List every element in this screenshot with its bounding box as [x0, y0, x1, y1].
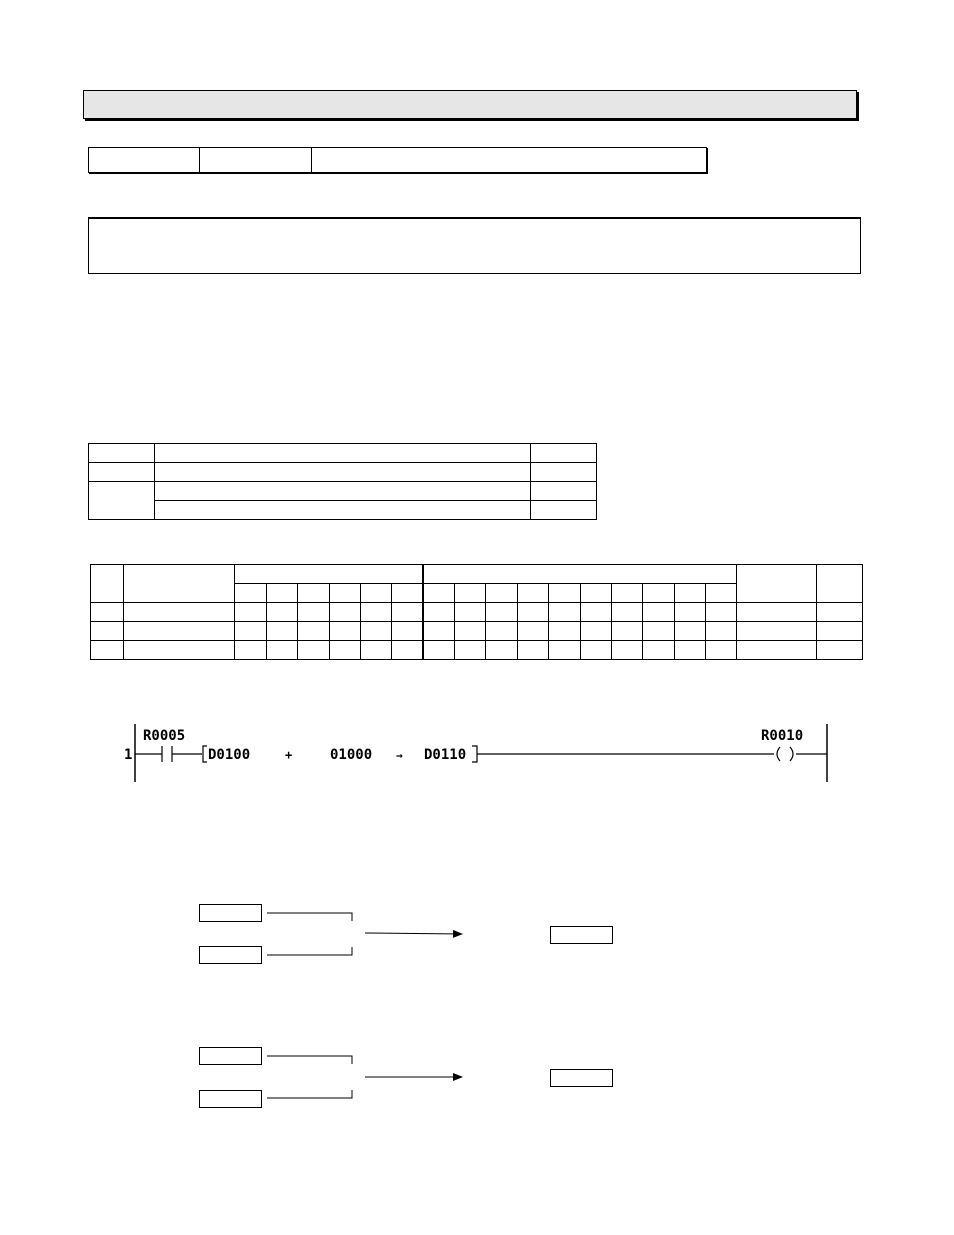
transfer-arrow: → [396, 749, 403, 762]
table-row [89, 482, 597, 501]
table-row [91, 603, 863, 622]
operand-table [88, 443, 597, 520]
result-box [551, 1070, 613, 1087]
instruction-title-bar [83, 90, 857, 119]
operand-box-2 [200, 947, 262, 964]
result-arrow [365, 933, 462, 934]
rung-number: 1 [124, 747, 133, 763]
instruction-bracket-close [472, 746, 477, 762]
destination-operand: D0110 [424, 747, 467, 763]
contact-label: R0005 [143, 728, 186, 744]
instruction-bracket-open [203, 746, 207, 762]
operand-box-1 [200, 905, 262, 922]
operand-box-1 [200, 1048, 262, 1065]
table-row [89, 501, 597, 520]
header-cell-3 [312, 148, 706, 172]
table-row [89, 444, 597, 463]
description-box [88, 217, 861, 274]
table-row [91, 565, 863, 584]
header-cell-1 [89, 148, 200, 172]
device-flag-table [90, 564, 863, 660]
instruction-header-row [88, 147, 707, 173]
ladder-diagram [110, 718, 840, 788]
table-row [91, 641, 863, 660]
operand-box-2 [200, 1091, 262, 1108]
source-operand-2: 01000 [330, 747, 373, 763]
example-2 [200, 1048, 613, 1108]
example-1 [200, 905, 613, 964]
source-operand-1: D0100 [208, 747, 251, 763]
result-box [551, 927, 613, 944]
table-row [89, 463, 597, 482]
table-row [91, 622, 863, 641]
header-cell-2 [200, 148, 312, 172]
coil-symbol [777, 747, 780, 761]
coil-label: R0010 [761, 728, 804, 744]
add-operator: + [285, 748, 293, 762]
operation-diagram [190, 895, 630, 1135]
